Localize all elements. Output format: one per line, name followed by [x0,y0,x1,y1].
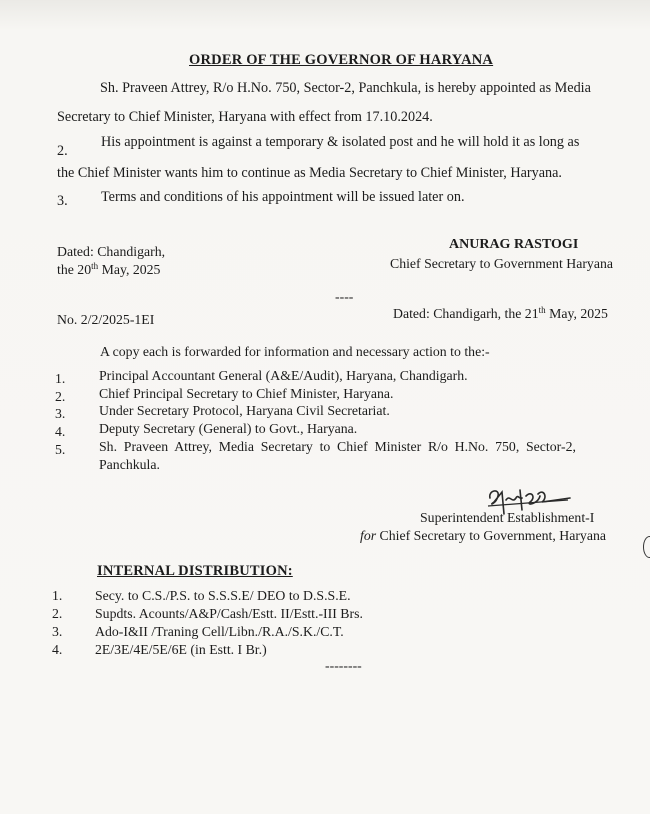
para1-line1: Sh. Praveen Attrey, R/o H.No. 750, Sector-2, Panchkula, is hereby appointed as Media [100,80,591,96]
endorsement-intro: A copy each is forwarded for information and necessary action to the:- [100,344,490,359]
para2-line2: the Chief Minister wants him to continue as Media Secretary to Chief Minister, Haryana. [57,165,562,181]
para3-text: Terms and conditions of his appointment will be issued later on. [101,189,465,205]
copy-item-text: Deputy Secretary (General) to Govt., Haryana. [99,421,358,436]
copy-item-number: 3. [55,406,66,421]
copy-item-text: Sh. Praveen Attrey, Media Secretary to Chief Minister R/o H.No. 750, Sector-2, [99,439,576,454]
endorser-designation: Superintendent Establishment-I [420,510,595,525]
internal-item-text: Secy. to C.S./P.S. to S.S.S.E/ DEO to D.S.S.E. [95,588,351,603]
internal-item-number: 1. [52,588,63,603]
internal-item-text: Ado-I&II /Traning Cell/Libn./R.A./S.K./C.T. [95,624,344,639]
internal-item-text: 2E/3E/4E/5E/6E (in Estt. I Br.) [95,642,267,657]
document-title: ORDER OF THE GOVERNOR OF HARYANA [189,52,494,68]
para3-number: 3. [57,193,68,209]
endorsement-date: Dated: Chandigarh, the 21th May, 2025 [393,305,608,321]
copy-item-number: 4. [55,424,66,439]
copy-item-text: Chief Principal Secretary to Chief Minister, Haryana. [99,386,394,401]
internal-item-number: 2. [52,606,63,621]
edge-mark [643,536,650,558]
order-date-line2: the 20th May, 2025 [57,261,161,277]
separator-dashes: ---- [335,289,354,304]
para2-line1: His appointment is against a temporary & isolated post and he will hold it as long as [101,134,580,150]
internal-item-text: Supdts. Acounts/A&P/Cash/Estt. II/Estt.-III Brs. [95,606,363,621]
internal-item-number: 3. [52,624,63,639]
endorsement-number: No. 2/2/2025-1EI [57,312,155,327]
copy-item-number: 1. [55,371,66,386]
para2-number: 2. [57,143,68,159]
separator-dashes-bottom: -------- [325,658,362,673]
internal-distribution-heading: INTERNAL DISTRIBUTION: [97,563,293,579]
copy-item-text: Under Secretary Protocol, Haryana Civil Secretariat. [99,403,390,418]
endorser-for-line: for Chief Secretary to Government, Haryana [360,528,606,543]
copy-item-number: 2. [55,389,66,404]
copy-item-number: 5. [55,442,66,457]
copy-item-text-cont: Panchkula. [99,457,160,472]
internal-item-number: 4. [52,642,63,657]
signatory-name: ANURAG RASTOGI [449,237,579,252]
signatory-designation: Chief Secretary to Government Haryana [390,256,613,271]
para1-line2: Secretary to Chief Minister, Haryana with effect from 17.10.2024. [57,109,433,125]
copy-item-text: Principal Accountant General (A&E/Audit), Haryana, Chandigarh. [99,368,468,383]
order-date-line1: Dated: Chandigarh, [57,244,166,259]
